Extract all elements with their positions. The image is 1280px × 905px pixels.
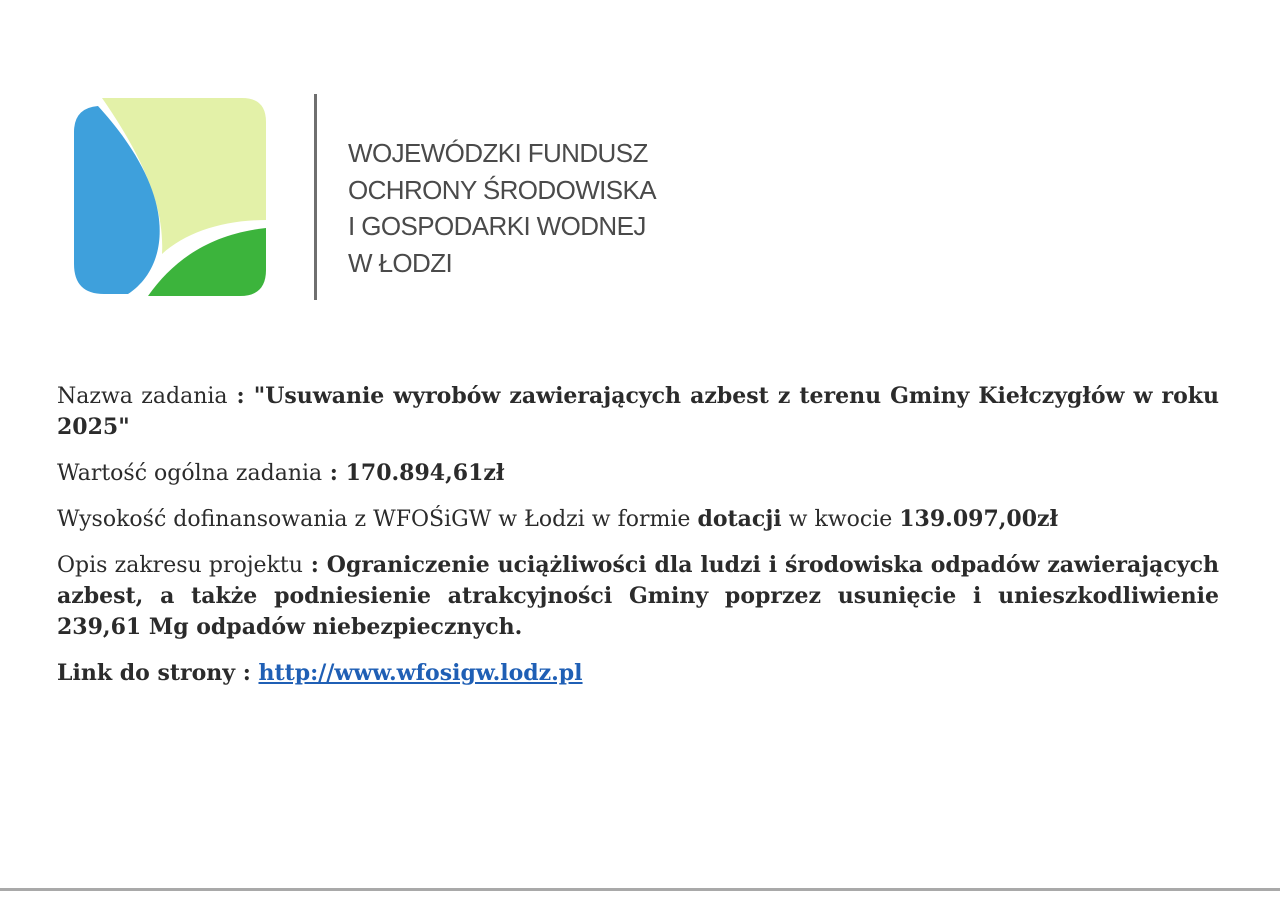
org-name-line: WOJEWÓDZKI FUNDUSZ [348,138,648,168]
total-value-row [57,458,1219,489]
org-name-line: W ŁODZI [348,247,453,278]
scope-separator: : [302,552,327,578]
website-link[interactable]: http://www.wfosigw.lodz.pl [258,660,583,686]
funding-label: Wysokość dofinansowania z WFOŚiGW w Łodzi w formie [57,507,691,532]
scope-value: Ograniczenie uciążliwości dla ludzi i środowiska odpadów zawierających azbest, a także podniesienie atrakcyjności Gminy poprzez usunięcie i unieszkodliwienie 239,61 Mg odpadów niebezpiecznych. [57,552,1219,640]
project-info [57,381,1219,704]
total-value-label: Wartość ogólna zadania [57,461,323,486]
total-value-separator: : [322,460,346,486]
task-name-row [57,381,1219,443]
funding-form: dotacji [697,506,782,532]
task-name-label: Nazwa zadania [57,384,228,409]
funding-amount: 139.097,00zł [899,506,1058,532]
logo-divider [314,94,317,300]
funding-row [57,504,1219,535]
funding-amount-label: w kwocie [788,507,893,532]
total-value-amount: 170.894,61zł [345,460,505,486]
link-label: Link do strony [57,660,236,686]
bottom-rule [0,888,1280,891]
scope-label: Opis zakresu projektu [57,553,303,578]
org-name [348,135,656,281]
org-name-line: OCHRONY ŚRODOWISKA [348,174,656,205]
link-row [57,658,1219,689]
org-name-line: I GOSPODARKI WODNEJ [348,211,646,241]
task-name-separator: : [227,383,254,409]
scope-row [57,550,1219,643]
task-name-value: "Usuwanie wyrobów zawierających azbest z terenu Gminy Kiełczygłów w roku 2025" [57,383,1219,440]
link-separator: : [235,660,259,686]
wfosigw-logo-icon [74,98,266,296]
